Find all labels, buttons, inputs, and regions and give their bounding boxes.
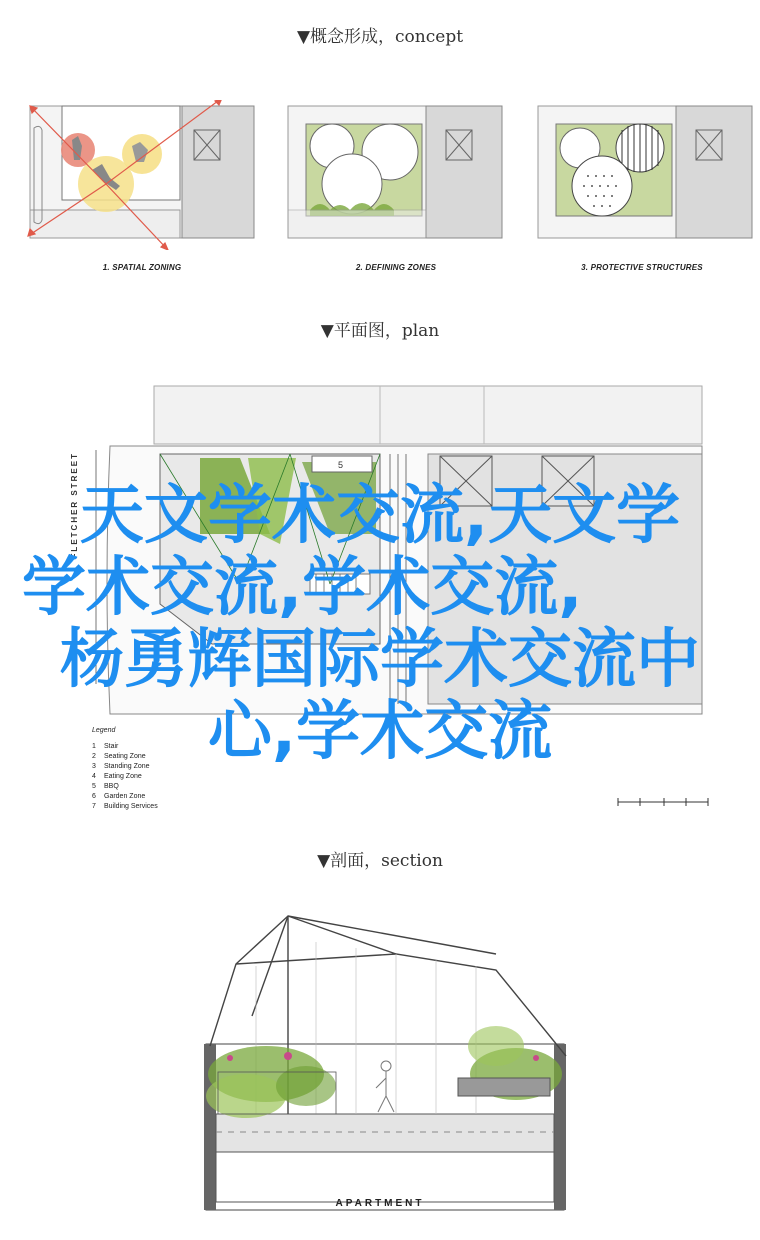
- scale-bar: [618, 798, 708, 806]
- plan-room-number: 5: [338, 460, 344, 470]
- legend-item: 2 Seating Zone: [92, 753, 146, 760]
- concept-caption: ▼概念形成，concept: [296, 27, 464, 47]
- section-caption: ▼剖面，section: [317, 851, 443, 871]
- overlay-line-2: 学术交流,学术交流,: [22, 551, 583, 625]
- watermark-overlay-text: [0, 480, 760, 768]
- section-drawing: [196, 906, 572, 1212]
- concept-label-2: 2. DEFINING ZONES: [355, 263, 437, 272]
- legend-title: Legend: [92, 727, 116, 734]
- legend-item: 6 Garden Zone: [92, 793, 146, 800]
- street-label: FLETCHER STREET: [70, 452, 79, 559]
- overlay-line-1: 天文学术交流,天文学: [79, 479, 681, 553]
- concept-label-1: 1. SPATIAL ZONING: [102, 263, 182, 272]
- overlay-line-3: 杨勇辉国际学术交流中: [60, 623, 700, 697]
- protective-structures-diagram: [530, 100, 754, 250]
- section-diagram: [196, 906, 572, 1212]
- person-figure: [376, 1061, 394, 1112]
- concept-panel-spatial-zoning: [22, 100, 258, 250]
- concept-label-3: 3. PROTECTIVE STRUCTURES: [581, 263, 703, 272]
- legend-item: 1 Stair: [92, 743, 119, 750]
- legend-item: 4 Eating Zone: [92, 773, 142, 780]
- concept-panel-defining-zones: [280, 100, 512, 250]
- overlay-line-4: 心,学术交流: [207, 695, 553, 769]
- legend-item: 7 Building Services: [92, 803, 158, 810]
- defining-zones-diagram: [280, 100, 512, 250]
- spatial-zoning-diagram: [22, 100, 258, 250]
- legend-item: 5 BBQ: [92, 783, 119, 790]
- legend-item: 3 Standing Zone: [92, 763, 150, 770]
- plant-mass-left: [206, 1046, 336, 1118]
- section-apartment-label: APARTMENT: [335, 1198, 425, 1209]
- concept-panel-protective-structures: [530, 100, 754, 250]
- plan-caption: ▼平面图，plan: [320, 321, 440, 341]
